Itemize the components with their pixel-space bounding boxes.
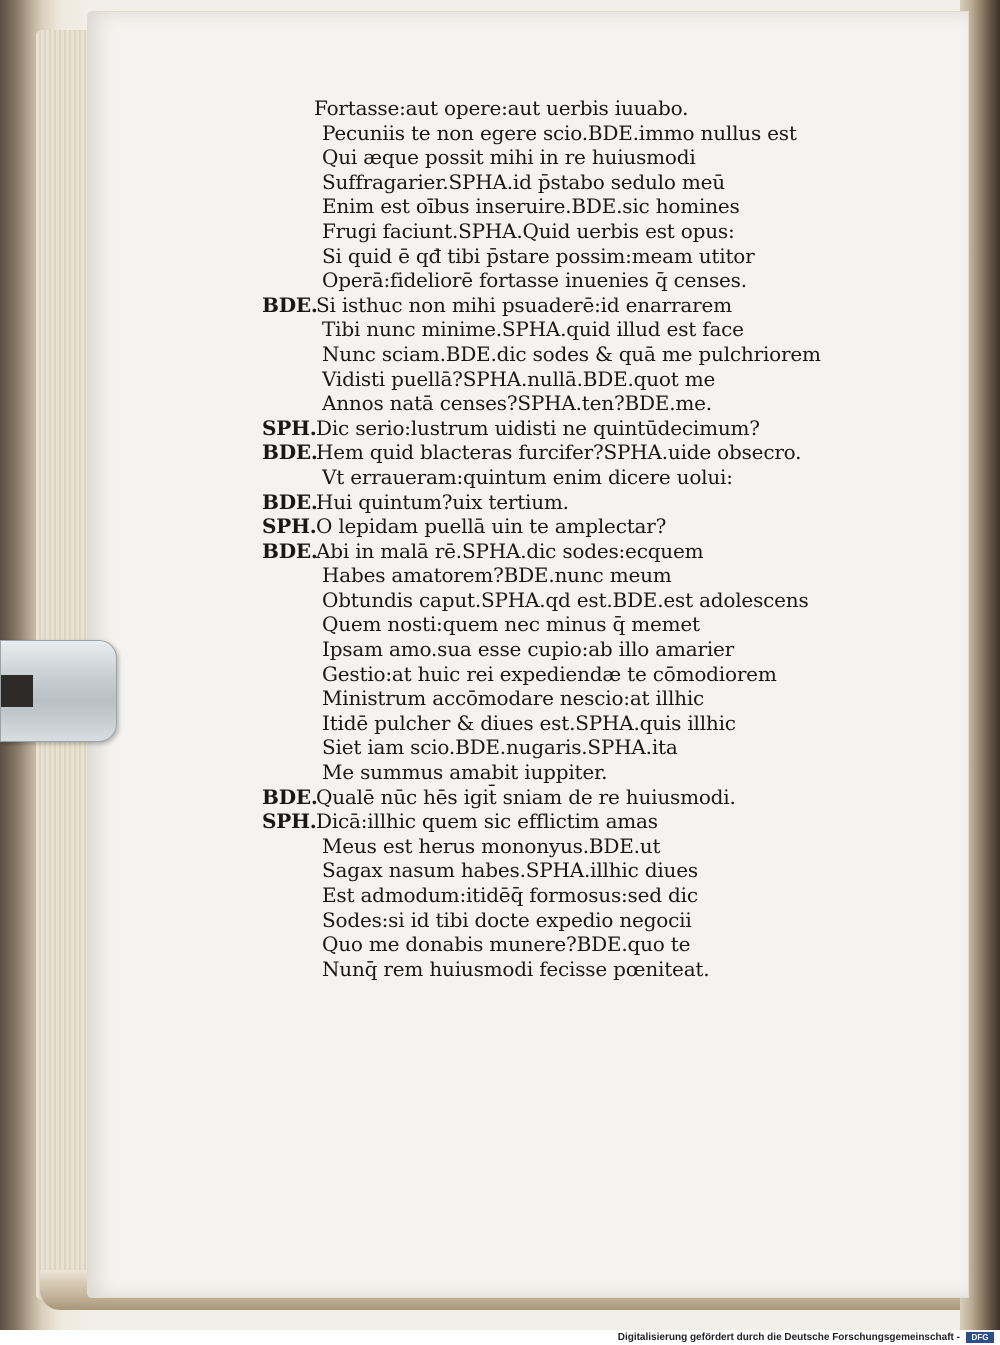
text-line [262, 883, 882, 908]
verse-text: Gestio:at huic rei expediendæ te cōmodiorem [322, 661, 777, 686]
page-clip [0, 640, 117, 742]
verse-text: Si isthuc non mihi psuaderē:id enarrarem [316, 292, 732, 317]
dfg-logo: DFG [966, 1332, 994, 1343]
verse-text: Abi in malā rē.SPHA.dic sodes:ecquem [316, 538, 704, 563]
verse-text: Nunq̄ rem huiusmodi fecisse pœniteat. [322, 956, 710, 981]
text-line [262, 686, 882, 711]
text-line [262, 194, 882, 219]
speaker-label: BDE. [262, 440, 318, 465]
text-line [262, 96, 882, 121]
verse-text: Sodes:si id tibi docte expedio negocii [322, 907, 692, 932]
verse-text: Siet iam scio.BDE.nugaris.SPHA.ita [322, 735, 678, 760]
verse-text: Me summus amabit iuppiter. [322, 760, 608, 785]
verse-text: Suffragarier.SPHA.id p̄stabo sedulo meū [322, 169, 725, 194]
verse-text: Frugi faciunt.SPHA.Quid uerbis est opus: [322, 218, 735, 243]
text-line [262, 219, 882, 244]
verse-text: Dic serio:lustrum uidisti ne quintūdecimum? [316, 415, 760, 440]
verse-text: Sagax nasum habes.SPHA.illhic diues [322, 858, 698, 883]
verse-text: Annos natā censes?SPHA.ten?BDE.me. [322, 391, 712, 416]
verse-text: Hem quid blacteras furcifer?SPHA.uide obsecro. [316, 440, 802, 465]
verse-text: Pecuniis te non egere scio.BDE.immo nullus est [322, 120, 797, 145]
text-line [262, 416, 882, 441]
text-line [262, 932, 882, 957]
text-line [262, 858, 882, 883]
verse-text: Meus est herus mononyus.BDE.ut [322, 833, 661, 858]
verse-text: Si quid ē qđ tibi p̄stare possim:meam utitor [322, 243, 755, 268]
text-line [262, 514, 882, 539]
verse-text: Qui æque possit mihi in re huiusmodi [322, 145, 696, 170]
verse-text: Vidisti puellā?SPHA.nullā.BDE.quot me [322, 366, 716, 391]
verse-text: Ipsam amo.sua esse cupio:ab illo amarier [322, 637, 735, 662]
verse-text: O lepidam puellā uin te amplectar? [316, 514, 667, 539]
text-line [262, 760, 882, 785]
text-line [262, 588, 882, 613]
text-line [262, 785, 882, 810]
verse-text: Qualē nūc hēs igit̄ sniam de re huiusmodi. [316, 784, 736, 809]
verse-text: Vt erraueram:quintum enim dicere uolui: [322, 464, 733, 489]
text-line [262, 711, 882, 736]
clip-shadow [1, 675, 33, 707]
verse-text: Quo me donabis munere?BDE.quo te [322, 932, 691, 957]
text-line [262, 637, 882, 662]
text-line [262, 465, 882, 490]
verse-text: Obtundis caput.SPHA.qd est.BDE.est adolescens [322, 587, 809, 612]
verse-text: Habes amatorem?BDE.nunc meum [322, 563, 672, 588]
text-line [262, 391, 882, 416]
speaker-label: SPH. [262, 415, 317, 440]
text-line [262, 809, 882, 834]
footer-credit: Digitalisierung gefördert durch die Deutsche Forschungsgemeinschaft - [617, 1332, 960, 1343]
footer-bar [0, 1330, 1000, 1345]
speaker-label: BDE. [262, 784, 318, 809]
text-line [262, 957, 882, 982]
text-line [262, 244, 882, 269]
text-line [262, 121, 882, 146]
speaker-label: BDE. [262, 489, 318, 514]
text-line [262, 735, 882, 760]
text-line [262, 490, 882, 515]
text-line [262, 563, 882, 588]
text-line [262, 317, 882, 342]
text-line [262, 908, 882, 933]
text-line [262, 662, 882, 687]
verse-text: Est admodum:itidēq̄ formosus:sed dic [322, 883, 698, 907]
speaker-label: SPH. [262, 514, 317, 539]
text-line [262, 612, 882, 637]
text-line [262, 539, 882, 564]
text-line [262, 268, 882, 293]
verse-text: Tibi nunc minime.SPHA.quid illud est face [322, 317, 744, 342]
text-line [262, 342, 882, 367]
text-line [262, 440, 882, 465]
verse-text: Nunc sciam.BDE.dic sodes & quā me pulchriorem [322, 341, 821, 366]
text-block [262, 96, 882, 981]
text-line [262, 145, 882, 170]
text-line [262, 170, 882, 195]
verse-text: Fortasse:aut opere:aut uerbis iuuabo. [314, 96, 689, 120]
text-line [262, 367, 882, 392]
verse-text: Operā:fideliorē fortasse inuenies q̄ censes. [322, 268, 747, 293]
speaker-label: BDE. [262, 538, 318, 563]
verse-text: Ministrum accōmodare nescio:at illhic [322, 686, 705, 711]
verse-text: Enim est oībus inseruire.BDE.sic homines [322, 194, 740, 219]
verse-text: Itidē pulcher & diues est.SPHA.quis illhic [322, 710, 736, 735]
speaker-label: SPH. [262, 809, 317, 834]
verse-text: Dicā:illhic quem sic efflictim amas [316, 809, 658, 834]
text-line [262, 293, 882, 318]
speaker-label: BDE. [262, 292, 318, 317]
verse-text: Hui quintum?uix tertium. [316, 489, 569, 514]
verse-text: Quem nosti:quem nec minus q̄ memet [322, 612, 700, 637]
text-line [262, 834, 882, 859]
